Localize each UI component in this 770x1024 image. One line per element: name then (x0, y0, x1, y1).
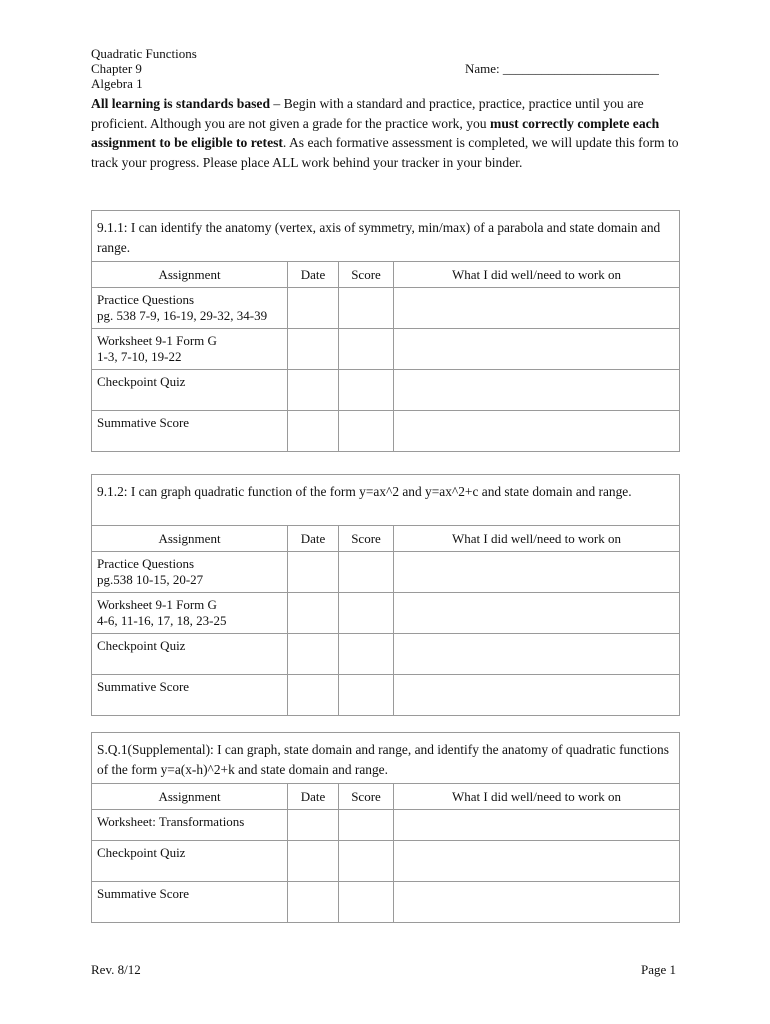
table-row (92, 634, 680, 675)
date-cell[interactable] (288, 552, 339, 593)
score-cell[interactable] (339, 411, 394, 452)
table-row (92, 810, 680, 841)
column-header-row (92, 262, 680, 288)
score-column-header: Score (339, 526, 394, 552)
table-row (92, 370, 680, 411)
instructions-bold-lead: All learning is standards based (91, 96, 271, 111)
score-column-header: Score (339, 784, 394, 810)
table-row (92, 329, 680, 370)
column-header-row (92, 526, 680, 552)
assignment-cell (92, 841, 288, 882)
assignment-cell (92, 552, 288, 593)
date-cell[interactable] (288, 288, 339, 329)
date-cell[interactable] (288, 882, 339, 923)
instructions-text-1: – Begin with a standard and practice, practice, practice until you are proficient. Although you are not given a grade for the practice work, you (91, 96, 644, 131)
course-title: Quadratic Functions (91, 46, 197, 61)
date-column-header: Date (288, 526, 339, 552)
assignment-detail: 1-3, 7-10, 19-22 (97, 349, 182, 364)
assignment-cell (92, 411, 288, 452)
date-cell[interactable] (288, 675, 339, 716)
assignment-cell (92, 593, 288, 634)
table-row (92, 411, 680, 452)
assignment-name: Worksheet 9-1 Form G (97, 597, 217, 612)
notes-cell[interactable] (394, 634, 680, 675)
assignment-column-header: Assignment (92, 526, 288, 552)
date-cell[interactable] (288, 841, 339, 882)
assignment-cell (92, 882, 288, 923)
assignment-cell (92, 810, 288, 841)
name-field[interactable]: Name: ________________________ (465, 61, 659, 76)
score-cell[interactable] (339, 370, 394, 411)
column-header-row (92, 784, 680, 810)
table-row (92, 841, 680, 882)
table-row (92, 552, 680, 593)
standard-tracker-table (91, 732, 680, 923)
score-cell[interactable] (339, 882, 394, 923)
notes-cell[interactable] (394, 552, 680, 593)
table-row (92, 675, 680, 716)
table-row (92, 288, 680, 329)
assignment-name: Checkpoint Quiz (97, 845, 186, 860)
assignment-detail: pg. 538 7-9, 16-19, 29-32, 34-39 (97, 308, 268, 323)
assignment-name: Checkpoint Quiz (97, 638, 186, 653)
standard-tracker-table (91, 474, 680, 716)
notes-cell[interactable] (394, 882, 680, 923)
date-cell[interactable] (288, 329, 339, 370)
assignment-name: Summative Score (97, 415, 190, 430)
standard-description: S.Q.1(Supplemental): I can graph, state domain and range, and identify the anatomy of quadratic functions of the form y=a(x-h)^2+k and state domain and range. (92, 733, 680, 784)
assignment-name: Summative Score (97, 679, 190, 694)
notes-cell[interactable] (394, 288, 680, 329)
assignment-name: Checkpoint Quiz (97, 374, 186, 389)
notes-cell[interactable] (394, 841, 680, 882)
score-cell[interactable] (339, 634, 394, 675)
score-cell[interactable] (339, 593, 394, 634)
assignment-detail: pg.538 10-15, 20-27 (97, 572, 204, 587)
standard-tracker-table (91, 210, 680, 452)
date-cell[interactable] (288, 634, 339, 675)
notes-column-header: What I did well/need to work on (394, 526, 680, 552)
score-cell[interactable] (339, 675, 394, 716)
assignment-name: Summative Score (97, 886, 190, 901)
date-cell[interactable] (288, 370, 339, 411)
score-column-header: Score (339, 262, 394, 288)
instructions-paragraph (91, 94, 691, 172)
notes-cell[interactable] (394, 329, 680, 370)
assignment-column-header: Assignment (92, 262, 288, 288)
score-cell[interactable] (339, 810, 394, 841)
table-row (92, 882, 680, 923)
instructions-text-2: . As each formative assessment is completed, we will update this form to track your progress. Please place ALL work behind your tracker in your binder. (91, 135, 679, 170)
date-cell[interactable] (288, 411, 339, 452)
assignment-name: Practice Questions (97, 556, 195, 571)
date-column-header: Date (288, 784, 339, 810)
notes-column-header: What I did well/need to work on (394, 262, 680, 288)
notes-cell[interactable] (394, 411, 680, 452)
assignment-name: Worksheet: Transformations (97, 814, 245, 829)
score-cell[interactable] (339, 288, 394, 329)
assignment-name: Practice Questions (97, 292, 195, 307)
notes-cell[interactable] (394, 675, 680, 716)
assignment-detail: 4-6, 11-16, 17, 18, 23-25 (97, 613, 227, 628)
date-column-header: Date (288, 262, 339, 288)
instructions-bold-requirement: must correctly complete each assignment to be eligible to retest (91, 115, 660, 150)
score-cell[interactable] (339, 552, 394, 593)
notes-cell[interactable] (394, 593, 680, 634)
chapter-label: Chapter 9 (91, 61, 142, 76)
standard-description: 9.1.2: I can graph quadratic function of the form y=ax^2 and y=ax^2+c and state domain and range. (92, 475, 680, 526)
class-label: Algebra 1 (91, 76, 143, 91)
score-cell[interactable] (339, 841, 394, 882)
revision-label: Rev. 8/12 (91, 962, 141, 977)
assignment-cell (92, 329, 288, 370)
page-number: Page 1 (641, 962, 677, 977)
assignment-column-header: Assignment (92, 784, 288, 810)
assignment-cell (92, 634, 288, 675)
assignment-cell (92, 675, 288, 716)
date-cell[interactable] (288, 593, 339, 634)
assignment-name: Worksheet 9-1 Form G (97, 333, 217, 348)
score-cell[interactable] (339, 329, 394, 370)
assignment-cell (92, 288, 288, 329)
notes-cell[interactable] (394, 810, 680, 841)
table-row (92, 593, 680, 634)
assignment-cell (92, 370, 288, 411)
standard-description: 9.1.1: I can identify the anatomy (vertex, axis of symmetry, min/max) of a parabola and state domain and range. (92, 211, 680, 262)
notes-column-header: What I did well/need to work on (394, 784, 680, 810)
date-cell[interactable] (288, 810, 339, 841)
notes-cell[interactable] (394, 370, 680, 411)
